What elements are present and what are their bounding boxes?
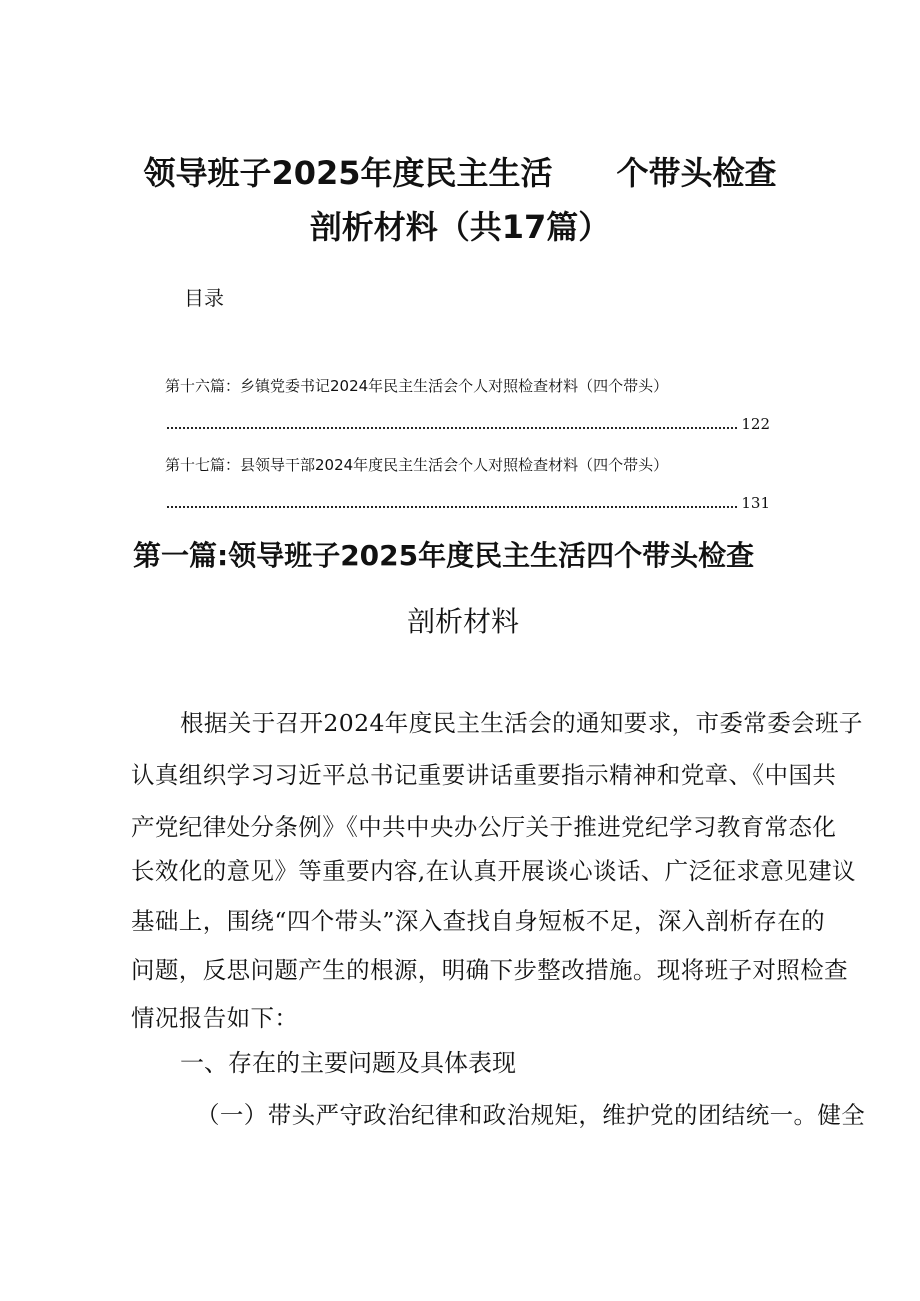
toc-leader-17 [167, 493, 770, 513]
document-title-line-1 [0, 148, 920, 194]
document-title-line-2: 剖析材料（共17篇） [309, 208, 611, 246]
body-line-2: 认真组织学习习近平总书记重要讲话重要指示精神和党章、《中国共 [131, 761, 837, 789]
toc-dot-leader [167, 505, 737, 508]
subsection-line: （一）带头严守政治纪律和政治规矩，维护党的团结统一。健全 [196, 1101, 866, 1129]
body-line-6: 问题，反思问题产生的根源，明确下步整改措施。现将班子对照检查 [131, 956, 848, 984]
toc-heading: 目录 [184, 286, 224, 310]
toc-page-number: 131 [741, 494, 770, 512]
body-line-4: 长效化的意见》等重要内容,在认真开展谈心谈话、广泛征求意见建议 [131, 857, 856, 885]
section-heading: 一、存在的主要问题及具体表现 [180, 1049, 516, 1077]
chapter-title: 第一篇:领导班子2025年度民主生活四个带头检查 [133, 539, 755, 572]
toc-entry-16[interactable]: 第十六篇：乡镇党委书记2024年民主生活会个人对照检查材料（四个带头） [165, 377, 669, 395]
body-line-7: 情况报告如下： [131, 1004, 299, 1032]
toc-dot-leader [167, 426, 737, 429]
body-line-1: 根据关于召开2024年度民主生活会的通知要求，市委常委会班子 [180, 709, 863, 737]
toc-leader-16 [167, 414, 770, 434]
toc-page-number: 122 [741, 415, 770, 433]
chapter-subtitle: 剖析材料 [406, 605, 519, 638]
body-line-3: 产党纪律处分条例》《中共中央办公厅关于推进党纪学习教育常态化 [131, 813, 837, 841]
document-title-part-2: 个带头检查 [616, 154, 777, 192]
toc-entry-17[interactable]: 第十七篇：县领导干部2024年度民主生活会个人对照检查材料（四个带头） [165, 456, 669, 474]
document-title-part-1: 领导班子2025年度民主生活 [143, 154, 553, 192]
body-line-5: 基础上，围绕“四个带头”深入查找自身短板不足，深入剖析存在的 [131, 907, 826, 935]
